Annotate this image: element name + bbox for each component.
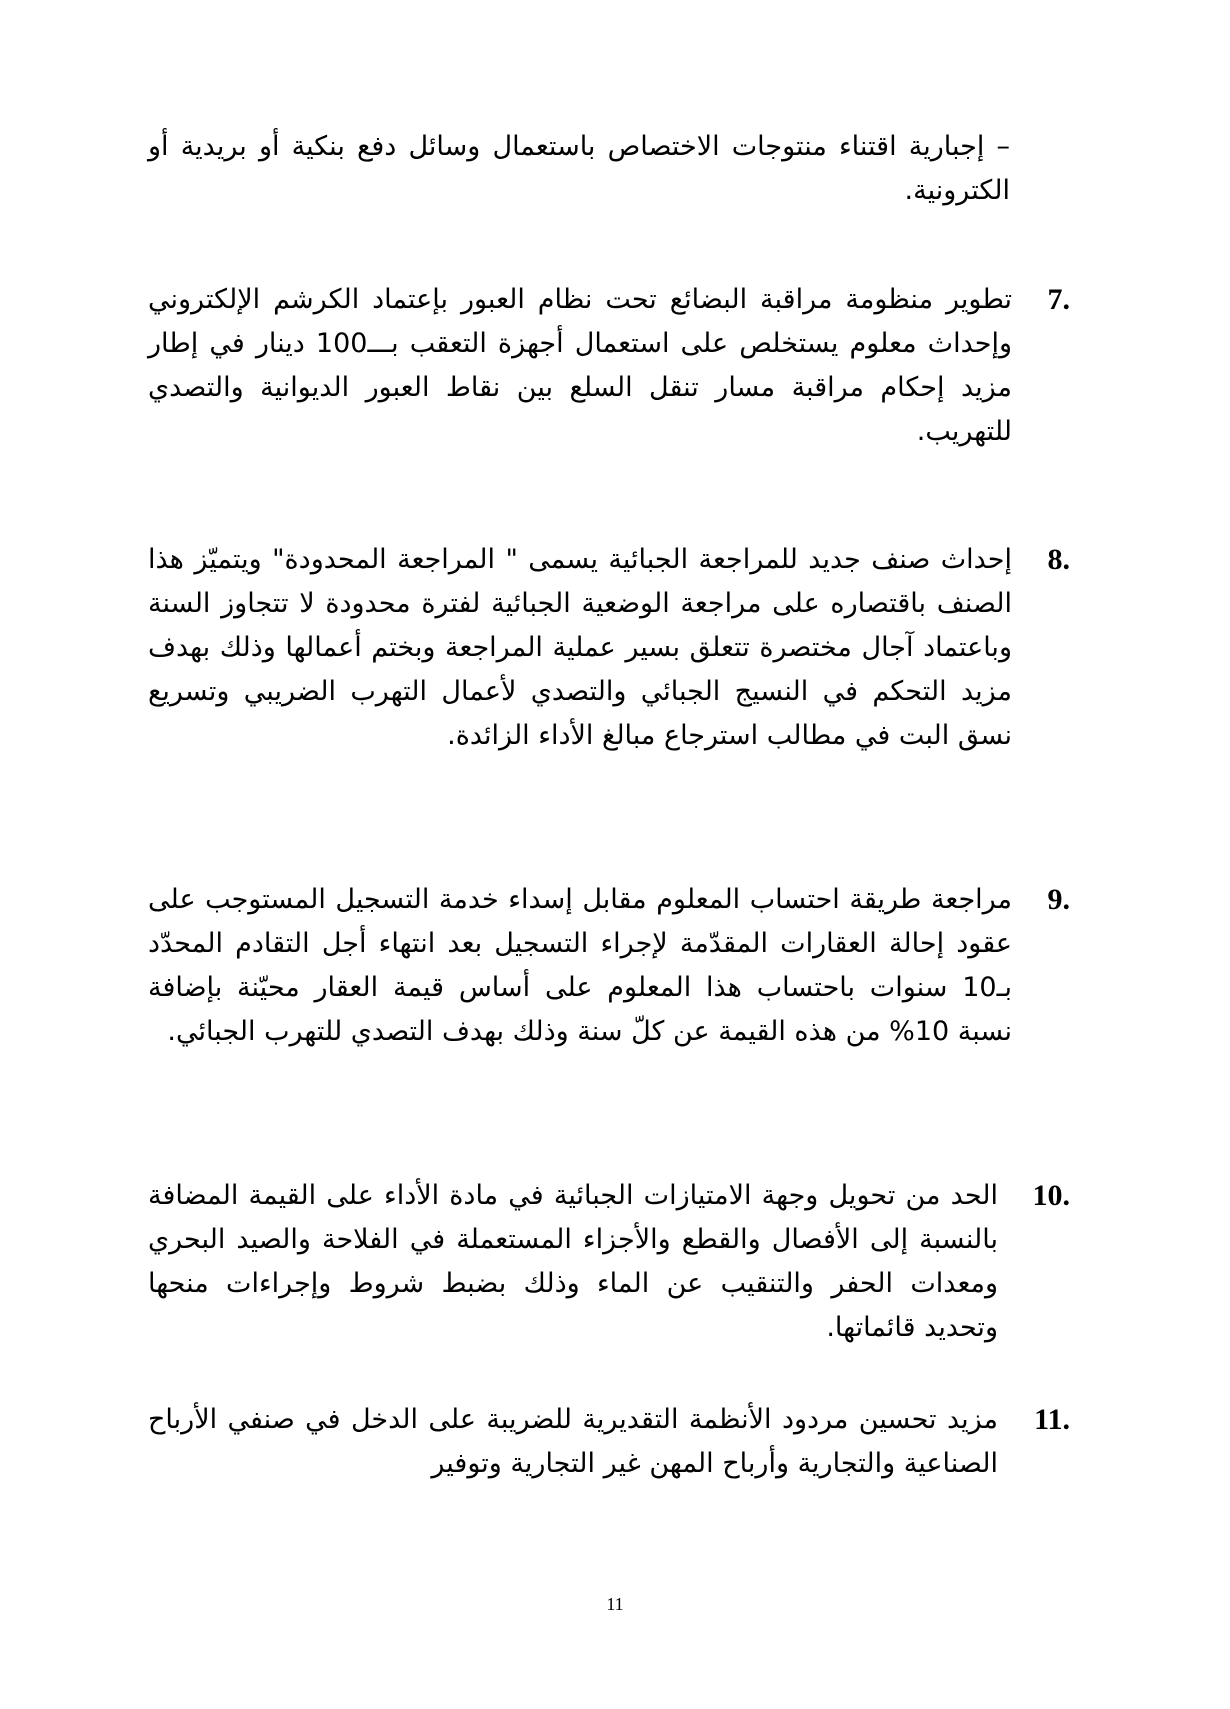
list-item-9 — [148, 878, 1070, 1054]
item-number: 9. — [1047, 883, 1070, 916]
intro-text: – إجبارية اقتناء منتوجات الاختصاص باستعمال وسائل دفع بنكية أو بريدية أو الكترونية. — [148, 131, 1010, 206]
list-item-10 — [148, 1174, 1070, 1350]
item-number: 8. — [1047, 543, 1070, 576]
item-number: 11. — [1034, 1403, 1070, 1436]
item-text: تطوير منظومة مراقبة البضائع تحت نظام العبور بإعتماد الكرشم الإلكتروني وإحداث معلوم يستخلص على استعمال أجهزة التعقب بـــ100 دينار في إطار مزيد إحكام مراقبة مسار تنقل السلع بين نقاط العبور الديوانية والتصدي للتهريب. — [148, 284, 1012, 447]
list-item-8 — [148, 538, 1070, 758]
intro-paragraph — [148, 125, 1010, 213]
list-item-7 — [148, 278, 1070, 454]
item-text: الحد من تحويل وجهة الامتيازات الجبائية في مادة الأداء على القيمة المضافة بالنسبة إلى الأفصال والقطع والأجزاء المستعملة في الفلاحة والصيد البحري ومعدات الحفر والتنقيب عن الماء وذلك بضبط شروط وإجراءات منحها وتحديد قائماتها. — [148, 1180, 998, 1343]
item-number: 7. — [1047, 283, 1070, 316]
item-text: مزيد تحسين مردود الأنظمة التقديرية للضريبة على الدخل في صنفي الأرباح الصناعية والتجارية وأرباح المهن غير التجارية وتوفير — [148, 1404, 998, 1479]
page-number: 11 — [606, 1594, 624, 1614]
list-item-11 — [148, 1398, 1070, 1486]
item-number: 10. — [1032, 1179, 1070, 1212]
item-text: إحداث صنف جديد للمراجعة الجبائية يسمى " المراجعة المحدودة" ويتميّز هذا الصنف باقتصاره على مراجعة الوضعية الجبائية لفترة محدودة لا تتجاوز السنة وباعتماد آجال مختصرة تتعلق بسير عملية المراجعة وبختم أعمالها وذلك بهدف مزيد التحكم في النسيج الجبائي والتصدي لأعمال التهرب الضريبي وتسريع نسق البت في مطالب استرجاع مبالغ الأداء الزائدة. — [148, 544, 1012, 751]
item-text: مراجعة طريقة احتساب المعلوم مقابل إسداء خدمة التسجيل المستوجب على عقود إحالة العقارات المقدّمة لإجراء التسجيل بعد انتهاء أجل التقادم المحدّد بـ10 سنوات باحتساب هذا المعلوم على أساس قيمة العقار محيّنة بإضافة نسبة 10% من هذه القيمة عن كلّ سنة وذلك بهدف التصدي للتهرب الجبائي. — [148, 884, 1012, 1047]
